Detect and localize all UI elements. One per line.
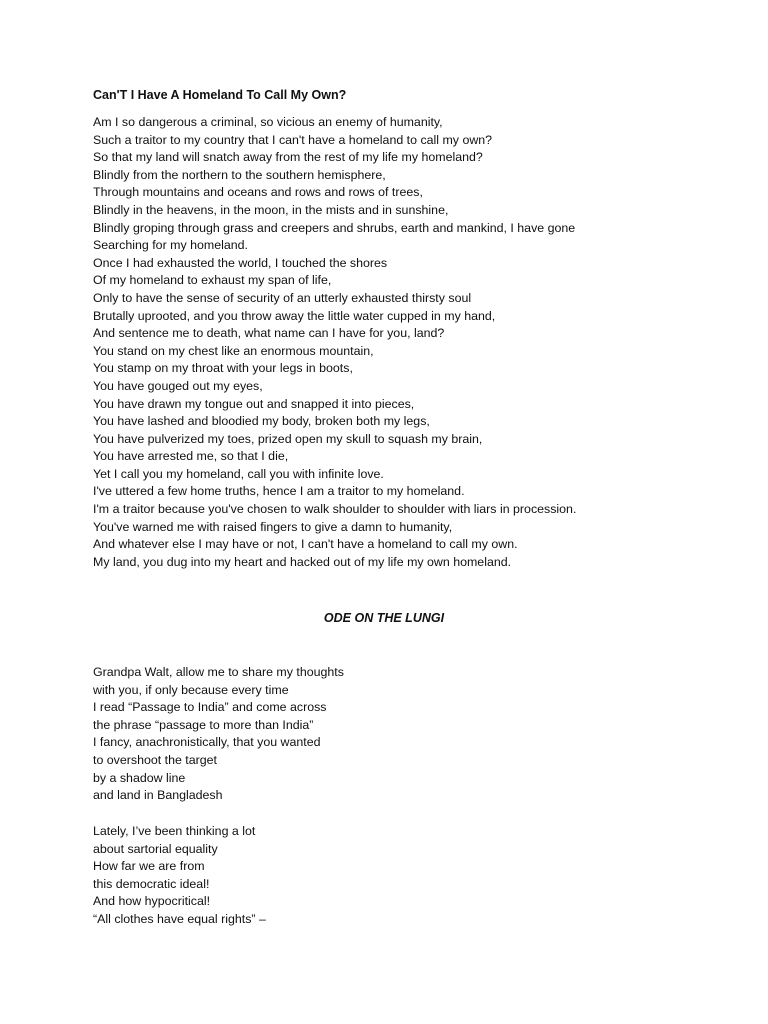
poem-line: You have lashed and bloodied my body, broken both my legs, (93, 414, 430, 429)
poem-title: Can'T I Have A Homeland To Call My Own? (93, 88, 347, 102)
poem-line: I read “Passage to India” and come across (93, 700, 327, 715)
poem-line: Lately, I’ve been thinking a lot (93, 824, 256, 838)
poem-line: with you, if only because every time (93, 682, 289, 697)
poem-line: “All clothes have equal rights” – (93, 911, 266, 926)
poem-line: about sartorial equality (93, 841, 218, 856)
poem-line: Brutally uprooted, and you throw away the little water cupped in my hand, (93, 308, 496, 323)
poem-line: You stand on my chest like an enormous mountain, (93, 343, 374, 358)
poem-line: You stamp on my throat with your legs in boots, (93, 361, 353, 376)
poem-line: Blindly from the northern to the southern hemisphere, (93, 167, 386, 182)
poem-line: You've warned me with raised fingers to give a damn to humanity, (93, 519, 453, 534)
poem-line: Yet I call you my homeland, call you with infinite love. (93, 466, 384, 481)
poem-body (93, 114, 576, 571)
poem-line: Such a traitor to my country that I can't have a homeland to call my own? (93, 132, 493, 147)
poem-line: And sentence me to death, what name can I have for you, land? (93, 326, 445, 341)
poem-line: Searching for my homeland. (93, 238, 248, 253)
poem-line: My land, you dug into my heart and hacked out of my life my own homeland. (93, 554, 512, 569)
poem-line: by a shadow line (93, 770, 186, 785)
stanza-2 (93, 823, 266, 929)
poem-line: So that my land will snatch away from the rest of my life my homeland? (93, 150, 483, 165)
poem-line: Once I had exhausted the world, I touched the shores (93, 255, 388, 270)
poem-line: Am I so dangerous a criminal, so vicious an enemy of humanity, (93, 115, 443, 129)
poem-line: Grandpa Walt, allow me to share my thoughts (93, 665, 344, 679)
poem-line: Only to have the sense of security of an utterly exhausted thirsty soul (93, 290, 472, 305)
poem-line: the phrase “passage to more than India” (93, 717, 314, 732)
stanza-1 (93, 664, 344, 805)
poem-line: to overshoot the target (93, 752, 217, 767)
poem-line: Of my homeland to exhaust my span of life, (93, 273, 332, 288)
poem-line: Blindly groping through grass and creepers and shrubs, earth and mankind, I have gone (93, 220, 576, 235)
poem-line: I've uttered a few home truths, hence I am a traitor to my homeland. (93, 484, 465, 499)
poem-line: this democratic ideal! (93, 876, 210, 891)
poem-line: How far we are from (93, 859, 205, 874)
poem-line: You have drawn my tongue out and snapped it into pieces, (93, 396, 415, 411)
poem-line: and land in Bangladesh (93, 788, 223, 803)
poem-line: I fancy, anachronistically, that you wanted (93, 735, 321, 750)
poem-line: You have gouged out my eyes, (93, 378, 263, 393)
poem-line: You have pulverized my toes, prized open my skull to squash my brain, (93, 431, 483, 446)
poem-line: Blindly in the heavens, in the moon, in the mists and in sunshine, (93, 202, 449, 217)
poem-line: I'm a traitor because you've chosen to walk shoulder to shoulder with liars in procession. (93, 502, 577, 517)
poem-line: And how hypocritical! (93, 894, 211, 909)
poem-line: You have arrested me, so that I die, (93, 449, 289, 464)
second-poem-title: ODE ON THE LUNGI (323, 611, 445, 625)
poem-line: Through mountains and oceans and rows and rows of trees, (93, 185, 423, 200)
poem-line: And whatever else I may have or not, I can't have a homeland to call my own. (93, 537, 518, 552)
